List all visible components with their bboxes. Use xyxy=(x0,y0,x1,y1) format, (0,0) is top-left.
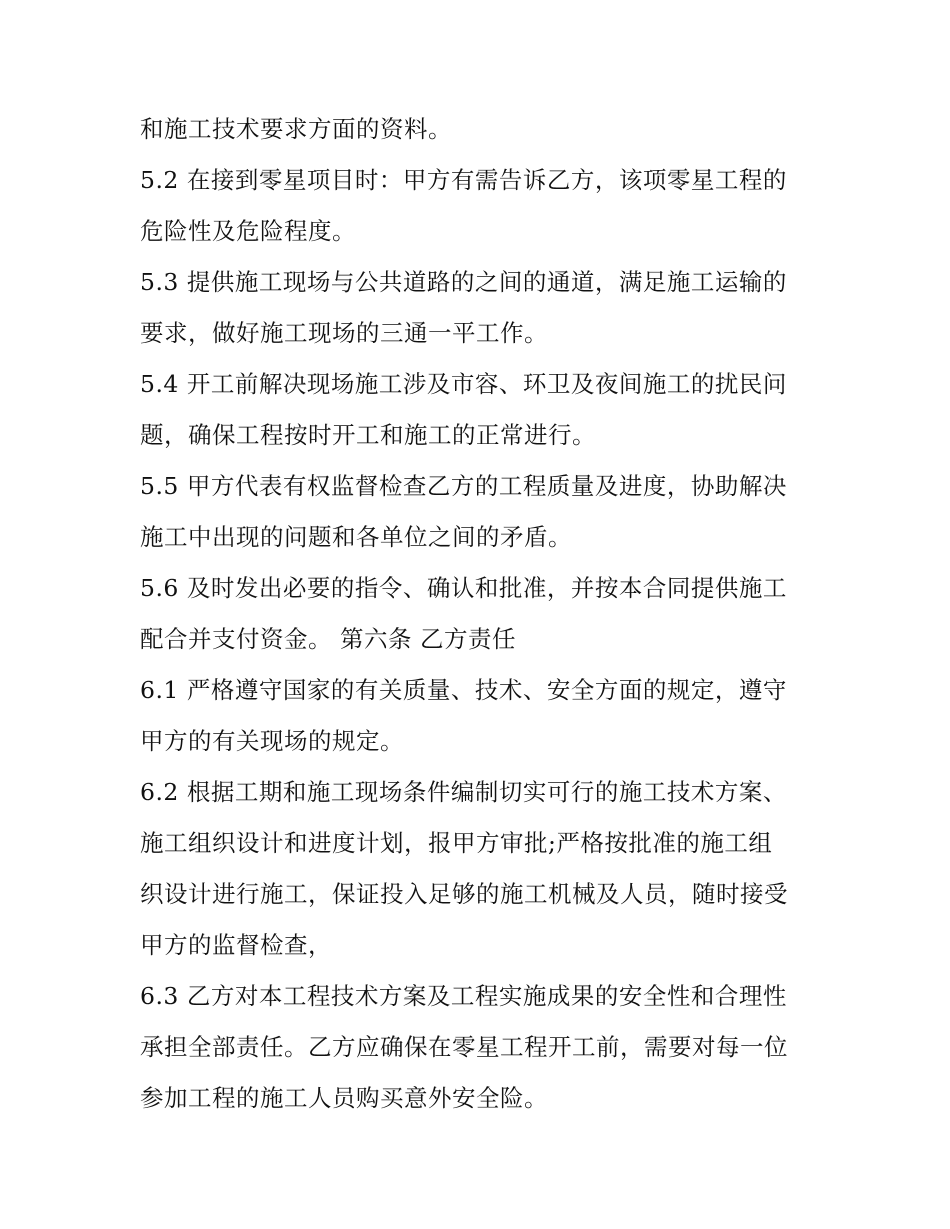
text-line: 甲方的有关现场的规定。 xyxy=(140,727,404,755)
text-line: 配合并支付资金。 第六条 乙方责任 xyxy=(140,625,516,653)
text-line: 施工中出现的问题和各单位之间的矛盾。 xyxy=(140,523,572,551)
text-line: 5.2 在接到零星项目时：甲方有需告诉乙方，该项零星工程的 xyxy=(140,166,787,194)
text-line: 5.6 及时发出必要的指令、确认和批准，并按本合同提供施工 xyxy=(140,574,787,602)
text-line: 参加工程的施工人员购买意外安全险。 xyxy=(140,1084,548,1112)
text-line: 6.3 乙方对本工程技术方案及工程实施成果的安全性和合理性 xyxy=(140,982,787,1010)
text-line: 织设计进行施工，保证投入足够的施工机械及人员，随时接受 xyxy=(140,880,788,908)
text-line: 承担全部责任。乙方应确保在零星工程开工前，需要对每一位 xyxy=(140,1033,788,1061)
text-line: 题，确保工程按时开工和施工的正常进行。 xyxy=(140,421,596,449)
text-line: 5.4 开工前解决现场施工涉及市容、环卫及夜间施工的扰民问 xyxy=(140,370,787,398)
text-line: 施工组织设计和进度计划，报甲方审批;严格按批准的施工组 xyxy=(140,829,773,857)
text-line: 危险性及危险程度。 xyxy=(140,217,356,245)
text-line: 5.5 甲方代表有权监督检查乙方的工程质量及进度，协助解决 xyxy=(140,472,787,500)
text-line: 甲方的监督检查， xyxy=(140,931,332,959)
text-line: 和施工技术要求方面的资料。 xyxy=(140,115,452,143)
text-line: 要求，做好施工现场的三通一平工作。 xyxy=(140,319,548,347)
text-line: 6.1 严格遵守国家的有关质量、技术、安全方面的规定，遵守 xyxy=(140,676,787,704)
document-body xyxy=(140,104,820,1124)
text-line: 5.3 提供施工现场与公共道路的之间的通道，满足施工运输的 xyxy=(140,268,787,296)
text-line: 6.2 根据工期和施工现场条件编制切实可行的施工技术方案、 xyxy=(140,778,787,806)
